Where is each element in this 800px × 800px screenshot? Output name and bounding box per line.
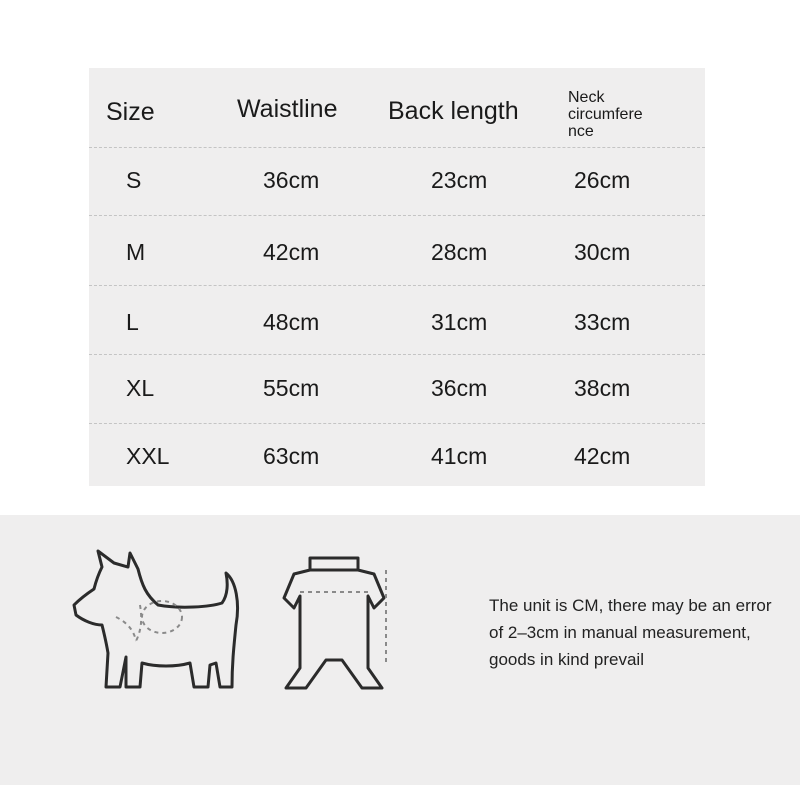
cell-neck: 38cm [574,375,631,401]
table-row-m [89,220,705,288]
cell-back-length: 28cm [431,239,488,265]
cell-neck: 30cm [574,239,631,265]
cell-back-length: 23cm [431,167,488,193]
cell-waistline: 42cm [263,239,320,265]
table-header [89,68,705,146]
cell-waistline: 55cm [263,375,320,401]
cell-waistline: 63cm [263,443,320,469]
header-neck-circumference: Neck circumfere nce [568,89,643,140]
cell-back-length: 31cm [431,309,488,335]
cell-size: M [126,239,146,265]
cell-neck: 33cm [574,309,631,335]
row-divider [89,215,705,216]
table-row-xxl [89,424,705,492]
cell-size: XXL [126,443,170,469]
measurement-note: The unit is CM, there may be an error of 2–3cm in manual measurement, goods in kind prevail [489,596,772,669]
cell-neck: 42cm [574,443,631,469]
header-waistline: Waistline [237,95,338,123]
row-divider [89,354,705,355]
header-back-length: Back length [388,97,519,125]
measurement-info-panel [0,515,800,785]
cell-size: S [126,167,142,193]
table-row-s [89,148,705,216]
cell-back-length: 36cm [431,375,488,401]
cell-size: XL [126,375,155,401]
header-size: Size [106,98,155,126]
cell-waistline: 36cm [263,167,320,193]
row-divider [89,285,705,286]
table-row-l [89,290,705,358]
garment-icon [270,548,400,698]
cell-size: L [126,309,139,335]
dog-measurement-icon [70,545,250,705]
cell-waistline: 48cm [263,309,320,335]
cell-back-length: 41cm [431,443,488,469]
cell-neck: 26cm [574,167,631,193]
size-chart-table [89,68,705,486]
table-row-xl [89,356,705,424]
